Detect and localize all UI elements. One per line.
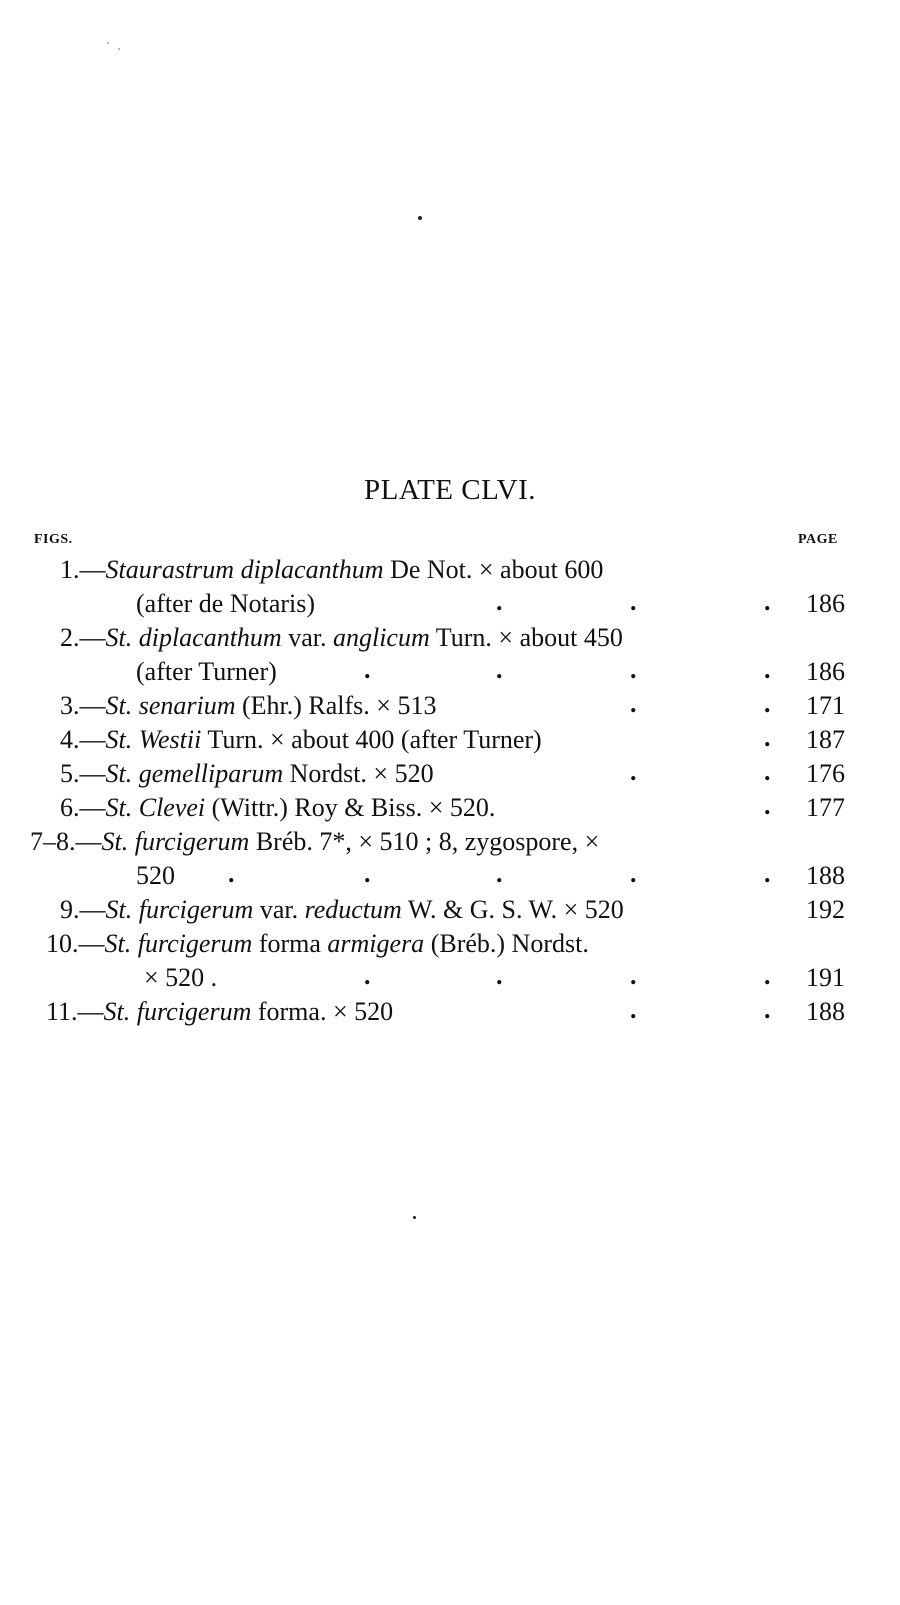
figs-header: FIGS. [34, 532, 73, 547]
entry-5 [60, 759, 434, 789]
leader-dot: . [764, 791, 771, 820]
leader-dot: . [764, 961, 771, 990]
species-name: Staurastrum diplacanthum [105, 555, 384, 584]
leader-dot: . [364, 859, 371, 888]
leader-dot: . [764, 587, 771, 616]
leader-dot: . [764, 689, 771, 718]
entry-10 [46, 929, 589, 959]
leader-dot: . [764, 757, 771, 786]
plate-title: PLATE CLVI. [364, 474, 536, 506]
entry-authority: Nordst. × 520 [283, 759, 434, 788]
leader-dot: . [496, 587, 503, 616]
page-number: 186 [806, 589, 845, 618]
entry-authority: (Wittr.) Roy & Biss. × 520. [205, 793, 496, 822]
entry-authority: Turn. × about 450 [429, 623, 623, 652]
entry-authority: forma. × 520 [251, 997, 394, 1026]
page-number: 171 [806, 691, 845, 720]
entry-authority: W. & G. S. W. × 520 [401, 895, 624, 924]
scan-speck [118, 48, 120, 50]
fig-number: 10.— [46, 929, 105, 958]
species-name: St. furcigerum [105, 895, 254, 924]
leader-dot: . [630, 995, 637, 1024]
fig-number: 2.— [60, 623, 106, 652]
entry-11 [46, 997, 393, 1027]
scan-speck [107, 42, 109, 44]
fig-number: 3.— [60, 691, 106, 720]
species-name: St. diplacanthum [105, 623, 282, 652]
entry-1 [60, 555, 603, 585]
page-header: PAGE [798, 532, 838, 547]
leader-dot: . [496, 655, 503, 684]
leader-dot: . [630, 587, 637, 616]
scan-speck [418, 216, 422, 220]
fig-number: 5.— [60, 759, 106, 788]
leader-dot: . [630, 961, 637, 990]
entry-9 [60, 895, 624, 925]
page-number: 187 [806, 725, 845, 754]
entry-authority: (Ehr.) Ralfs. × 513 [235, 691, 437, 720]
species-name: St. furcigerum [101, 827, 250, 856]
entry-10-continuation: × 520 . [144, 963, 218, 992]
entry-6 [60, 793, 495, 823]
leader-dot: . [764, 859, 771, 888]
page-number: 192 [806, 895, 845, 924]
leader-dot: . [630, 689, 637, 718]
entry-authority: Bréb. 7*, × 510 ; 8, zygospore, × [249, 827, 600, 856]
species-name: St. furcigerum [103, 997, 252, 1026]
leader-dot: . [630, 859, 637, 888]
leader-dot: . [496, 859, 503, 888]
variety-name: anglicum [332, 623, 430, 652]
scan-speck [413, 1216, 416, 1219]
entry-connector: var. [253, 895, 305, 924]
species-name: St. Westii [105, 725, 202, 754]
entry-3 [60, 691, 436, 721]
page-number: 177 [806, 793, 845, 822]
leader-dot: . [764, 995, 771, 1024]
species-name: St. gemelliparum [105, 759, 284, 788]
page-number: 176 [806, 759, 845, 788]
entry-connector: forma [252, 929, 328, 958]
fig-number: 4.— [60, 725, 106, 754]
entry-1-continuation: (after de Notaris) [136, 589, 316, 618]
entry-authority: De Not. × about 600 [383, 555, 604, 584]
entry-authority: (Bréb.) Nordst. [424, 929, 589, 958]
variety-name: armigera [327, 929, 425, 958]
leader-dot: . [496, 961, 503, 990]
leader-dot: . [630, 757, 637, 786]
page-number: 186 [806, 657, 845, 686]
entry-4 [60, 725, 542, 755]
leader-dot: . [764, 655, 771, 684]
fig-number: 9.— [60, 895, 106, 924]
fig-number: 11.— [46, 997, 104, 1026]
variety-name: reductum [304, 895, 402, 924]
page-number: 188 [806, 861, 845, 890]
leader-dot: . [764, 723, 771, 752]
fig-number: 6.— [60, 793, 106, 822]
fig-number: 1.— [60, 555, 106, 584]
leader-dot: . [630, 655, 637, 684]
entry-connector: var. [281, 623, 333, 652]
species-name: St. furcigerum [104, 929, 253, 958]
species-name: St. Clevei [105, 793, 206, 822]
entry-authority: Turn. × about 400 (after Turner) [201, 725, 542, 754]
entry-2 [60, 623, 623, 653]
species-name: St. senarium [105, 691, 236, 720]
fig-number: 7–8.— [30, 827, 102, 856]
leader-dot: . [228, 859, 235, 888]
leader-dot: . [364, 961, 371, 990]
page-number: 188 [806, 997, 845, 1026]
page-number: 191 [806, 963, 845, 992]
leader-dot: . [364, 655, 371, 684]
entry-7-8-continuation: 520 [136, 861, 175, 890]
entry-7-8 [30, 827, 599, 857]
entry-2-continuation: (after Turner) [136, 657, 277, 686]
